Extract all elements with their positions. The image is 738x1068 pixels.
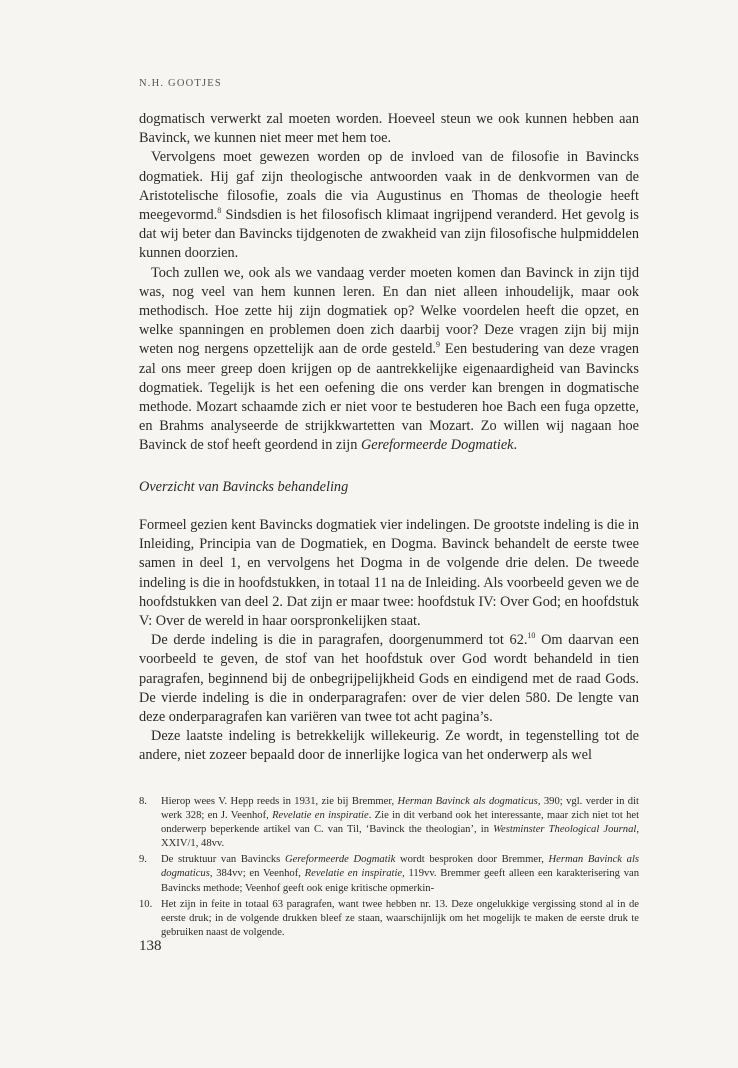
footnote-text: , 384vv; en Veenhof,	[209, 868, 305, 880]
footnote-number: 10.	[139, 898, 153, 910]
paragraph-text: Toch zullen we, ook als we vandaag verder moeten komen dan Bavinck in zijn tijd was, nog veel van hem kunnen leren. En dan niet alleen inhoudelijk, maar ook methodisch. Hoe zette hij zijn dogmatiek op? Welke voordelen heeft die opzet, en welke spanningen en problemen doen zich daarbij voor? Deze vragen zijn bij mijn weten nog nergens opzettelijk aan de orde gesteld.	[139, 264, 639, 358]
section-heading: Overzicht van Bavincks behandeling	[139, 479, 349, 495]
page-number: 138	[139, 938, 162, 954]
footnote	[139, 898, 639, 940]
book-title: Herman Bavinck als dogmaticus	[161, 854, 640, 880]
footnote-ref: 8	[217, 206, 222, 216]
footnote-text: Het zijn in feite in totaal 63 paragrafen, want twee hebben nr. 13. Deze ongelukkige vergissing stond al in de eerste druk; in de volgende drukken bleef ze staan, waarschijnlijk om het mogelijk te maken de eerste druk te gebruiken naast de volgende.	[161, 898, 639, 938]
book-title: Revelatie en inspiratie	[272, 810, 369, 822]
footnote	[139, 853, 639, 895]
footnote-ref: 10	[527, 631, 536, 641]
book-title: Herman Bavinck als dogmaticus	[397, 796, 538, 807]
footnote-text: De struktuur van Bavincks	[161, 854, 285, 866]
body-text-bottom	[139, 516, 639, 766]
footnote-number: 9.	[139, 854, 147, 866]
paragraph	[139, 264, 639, 456]
footnote-text: . Zie in dit verband ook het interessante, maar zich niet tot het onderwerp beperkende artikel van C. van Til, ‘Bavinck the theologian’, in	[161, 810, 640, 836]
journal-title: Westminster Theological Journal	[493, 824, 637, 836]
paragraph	[139, 631, 639, 727]
footnote-text: wordt besproken door Bremmer,	[395, 854, 549, 866]
paragraph-text: Om daarvan een voorbeeld te geven, de stof van het hoofdstuk over God wordt behandeld in tien paragrafen, beginnend bij de onbegrijpelijkheid Gods en eindigend met de raad Gods. De vierde indeling is die in onderparagrafen: over de vier delen 580. De lengte van deze onderparagrafen kan variëren van twee tot acht pagina’s.	[139, 632, 639, 726]
footnote-text: , 390; vgl. verder in dit werk 328; en J. Veenhof,	[161, 796, 639, 822]
body-text-top	[139, 110, 639, 456]
paragraph-text: Een bestudering van deze vragen zal ons meer greep doen krijgen op de aantrekkelijke eigenaardigheid van Bavincks dogmatiek. Tegelijk is het een oefening die ons verder kan brengen in dogmatische methode. Mozart schaamde zich er niet voor te bestuderen hoe Bach een fuga opzette, en Brahms analyseerde de strijkkwartetten van Mozart. Zo willen wij nagaan hoe Bavinck de stof heeft geordend in zijn	[139, 341, 639, 454]
paragraph: dogmatisch verwerkt zal moeten worden. Hoeveel steun we ook kunnen hebben aan Bavinck, we kunnen niet meer met hem toe.	[139, 111, 639, 147]
book-title: Gereformeerde Dogmatik	[284, 854, 396, 866]
footnote	[139, 795, 639, 851]
footnote-number: 8.	[139, 796, 147, 807]
running-head: N.H. GOOTJES	[139, 78, 222, 89]
footnote-ref: 9	[436, 340, 440, 350]
paragraph: Formeel gezien kent Bavincks dogmatiek vier indelingen. De grootste indeling is die in Inleiding, Principia van de Dogmatiek, en Dogma. Bavinck behandelt de eerste twee samen in deel 1, en vervolgens het Dogma in de volgende drie delen. De tweede indeling is die in hoofdstukken, in totaal 11 na de Inleiding. Als voorbeeld geven we de hoofdstukken van deel 2. Dat zijn er maar twee: hoofdstuk IV: Over God; en hoofdstuk V: Over de wereld in haar oorspronkelijken staat.	[139, 517, 639, 630]
footnote-text: Hierop wees V. Hepp reeds in 1931, zie bij Bremmer,	[161, 796, 398, 807]
paragraph: Deze laatste indeling is betrekkelijk willekeurig. Ze wordt, in tegenstelling tot de andere, niet zozeer bepaald door de innerlijke logica van het onderwerp als wel	[139, 728, 639, 764]
book-title: Revelatie en inspiratie	[304, 868, 403, 880]
footnote-text: , 119vv. Bremmer geeft alleen een karakterisering van Bavincks methode; Veenhof geeft ook enige kritische opmerkin-	[161, 868, 639, 894]
paragraph-text: .	[513, 437, 518, 454]
paragraph-text: De derde indeling is die in paragrafen, doorgenummerd tot 62.	[151, 632, 528, 649]
paragraph-text: Vervolgens moet gewezen worden op de invloed van de filosofie in Bavincks dogmatiek. Hij gaf zijn theologische antwoorden vaak in de denkvormen van de Aristotelische filosofie, zoals die via Augustinus en Thomas de theologie heeft meegevormd.	[139, 149, 639, 224]
paragraph-text: Sindsdien is het filosofisch klimaat ingrijpend veranderd. Het gevolg is dat wij beter dan Bavincks tijdgenoten de zwakheid van zijn filosofische hulpmiddelen kunnen doorzien.	[139, 207, 639, 262]
footnote-text: , XXIV/1, 48vv.	[161, 824, 640, 850]
footnotes	[139, 795, 639, 942]
paragraph	[139, 148, 639, 263]
book-title: Gereformeerde Dogmatiek	[360, 437, 514, 454]
